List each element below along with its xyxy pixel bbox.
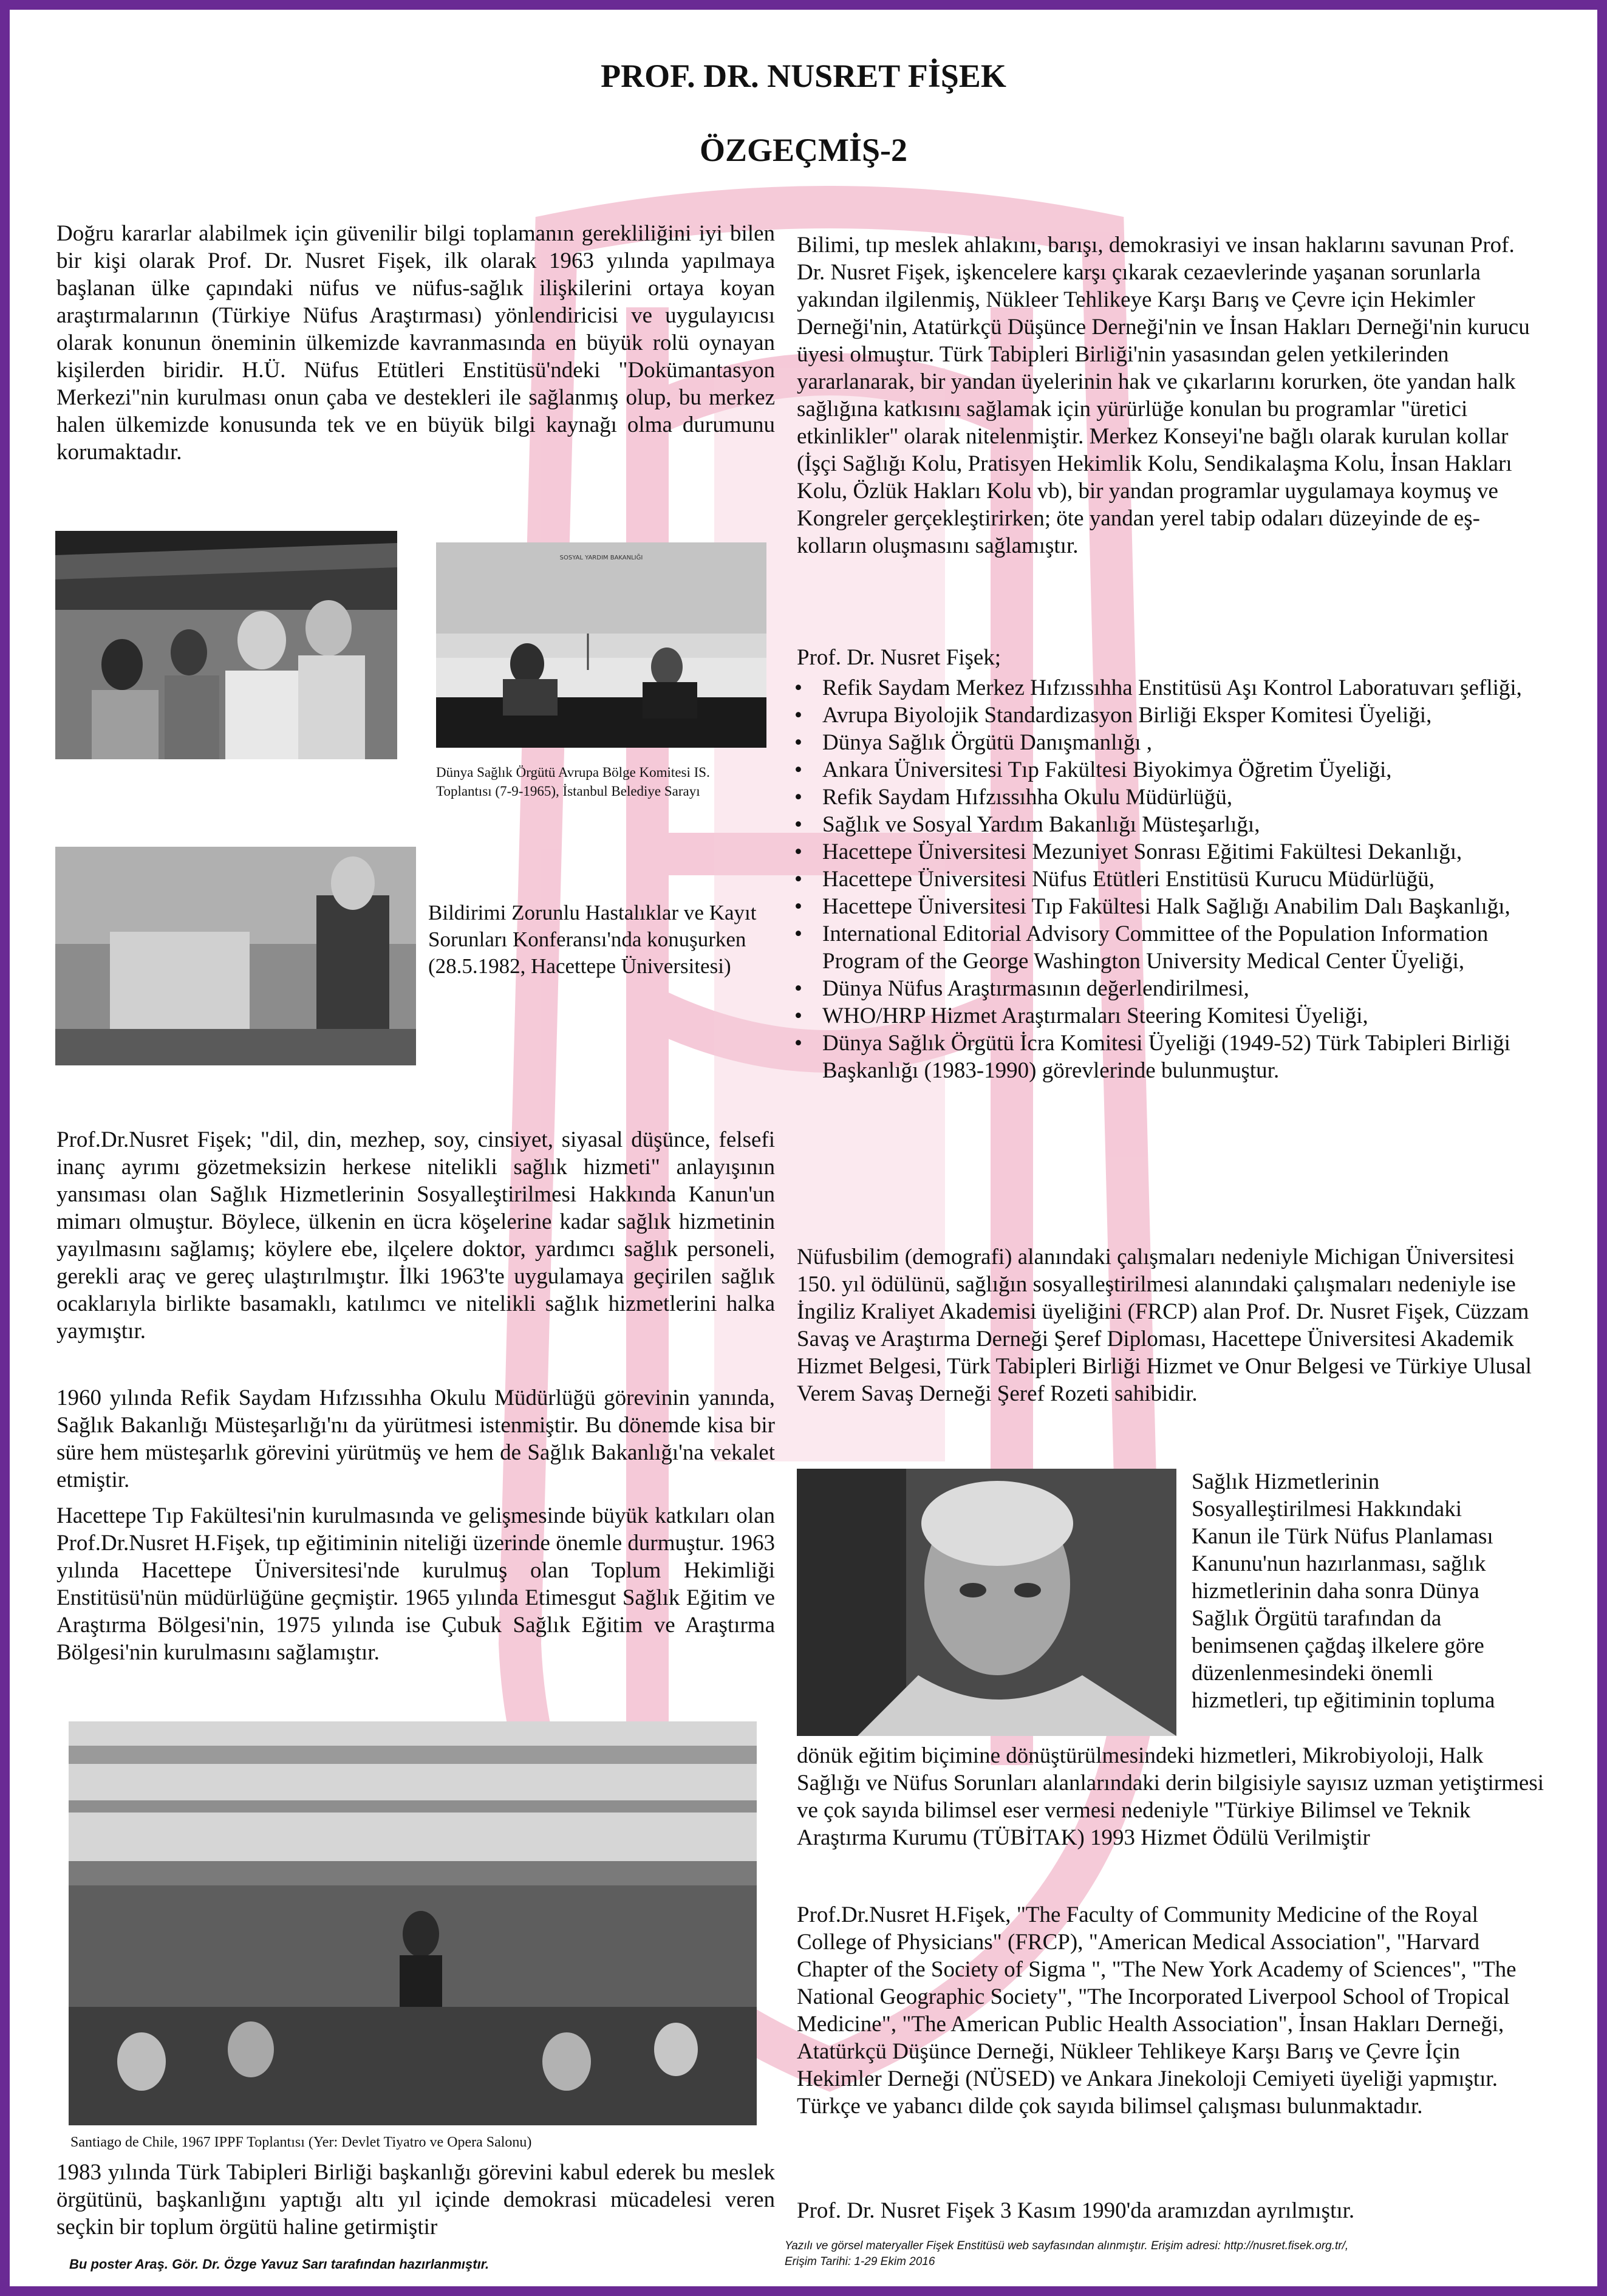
bullet-icon: • bbox=[794, 812, 802, 837]
role-item bbox=[793, 866, 1549, 893]
paragraph-health-law: Prof.Dr.Nusret Fişek; "dil, din, mezhep, soy, cinsiyet, siyasal düşünce, felsefi inanç ayrımı gözetmeksizin herkese nitelikli sağlık hizmeti" anlayışının yansıması olan Sağlık Hizmetlerinin Sosyalleştirilmesi Hakkında Kanun'un mimarı olmuştur. Böylece, ülkenin en ücra köşelerine kadar sağlık hizmetinin yayılmasını sağlamış; köylere ebe, ilçelere doktor, yardımcı sağlık personeli, gerekli araç ve gereç ulaştırılmıştır. İlki 1963'te uygulamaya geçirilen sağlık ocaklarıyla birlikte basamaklı, katılımcı ve nitelikli sağlık hizmetlerini halka yaymıştır. bbox=[56, 1127, 775, 1344]
bullet-icon: • bbox=[794, 1031, 802, 1056]
bullet-icon: • bbox=[794, 757, 802, 782]
paragraph-1960: 1960 yılında Refik Saydam Hıfzıssıhha Okulu Müdürlüğü görevinin yanında, Sağlık Bakanlığı Müsteşarlığı'nı da yürütmesi istenmiştir. Bu dönemde kisa bir süre hem müsteşarlık görevini yürütmüş ve hem de Sağlık Bakanlığı'na vekalet etmiştir. bbox=[56, 1385, 775, 1492]
role-text: Refik Saydam Merkez Hıfzıssıhha Enstitüsü Aşı Kontrol Laboratuvarı şefliği, bbox=[822, 675, 1522, 700]
role-item bbox=[793, 702, 1549, 729]
bullet-icon: • bbox=[794, 730, 802, 755]
portrait-text-line: düzenlenmesindeki önemli bbox=[1192, 1661, 1433, 1686]
portrait-text-line: Sosyalleştirilmesi Hakkındaki bbox=[1192, 1497, 1462, 1522]
portrait-side-text bbox=[1192, 1468, 1556, 1714]
paragraph-1983: 1983 yılında Türk Tabipleri Birliği başkanlığı görevini kabul ederek bu meslek örgütünü, başkanlığını yaptığı altı yıl içinde demokrasi mücadelesi veren seçkin bir toplum örgütü haline getirmiştir bbox=[56, 2160, 775, 2240]
role-text: Hacettepe Üniversitesi Mezuniyet Sonrası Eğitimi Fakültesi Dekanlığı, bbox=[822, 839, 1462, 864]
role-text: WHO/HRP Hizmet Araştırmaları Steering Komitesi Üyeliği, bbox=[822, 1003, 1368, 1028]
role-item bbox=[793, 1002, 1549, 1030]
photo-street-group bbox=[55, 531, 397, 759]
paragraph-hacettepe: Hacettepe Tıp Fakültesi'nin kurulmasında ve gelişmesinde büyük katkıları olan Prof.Dr.Nusret H.Fişek, tıp eğitiminin niteliği üzerinde önemle durmuştur. 1963 yılında Hacettepe Üniversitesi'nde kurulmuş olan Toplum Hekimliği Enstitüsü'nün müdürlüğüne geçmiştir. 1965 yılında Etimesgut Sağlık Eğitim ve Araştırma Bölgesi'nin, 1975 yılında ise Çubuk Sağlık Eğitim ve Araştırma Bölgesi'nin kurulmasını sağlamıştır. bbox=[56, 1503, 775, 1665]
bullet-icon: • bbox=[794, 867, 802, 892]
role-item bbox=[793, 729, 1549, 756]
footer-source-line1: Yazılı ve görsel materyaller Fişek Enstitüsü web sayfasından alınmıştır. Erişim adresi: http://nusret.fisek.org.tr/, bbox=[785, 2240, 1349, 2252]
role-item bbox=[793, 674, 1549, 702]
caption-who-meeting: Dünya Sağlık Örgütü Avrupa Bölge Komitesi IS. Toplantısı (7-9-1965), İstanbul Belediye Sarayı bbox=[436, 765, 710, 799]
footer-source bbox=[785, 2238, 1348, 2270]
role-item bbox=[793, 975, 1549, 1002]
photo-portrait bbox=[797, 1469, 1176, 1736]
bullet-icon: • bbox=[794, 785, 802, 810]
photo-podium-speech bbox=[55, 847, 416, 1065]
paragraph-death: Prof. Dr. Nusret Fişek 3 Kasım 1990'da aramızdan ayrılmıştır. bbox=[797, 2198, 1355, 2223]
bullet-icon: • bbox=[794, 894, 802, 919]
paragraph-memberships: Prof.Dr.Nusret H.Fişek, "The Faculty of Community Medicine of the Royal College of Physicians" (FRCP), "American Medical Association", "Harvard Chapter of the Society of Sigma ", "The New York Academy of Sciences", "The National Geographic Society", "The Incorporated Liverpool School of Tropical Medicine", "The American Public Health Association", İnsan Hakları Derneği, Atatürkçü Düşünce Derneği, Nükleer Tehlikeye Karşı Barış ve Çevre İçin Hekimler Derneği (NÜSED) ve Ankara Jinekoloji Cemiyeti üyeliği yapmıştır. Türkçe ve yabancı dilde çok sayıda bilimsel çalışması bulunmaktadır. bbox=[797, 1902, 1517, 2119]
role-text: Dünya Sağlık Örgütü İcra Komitesi Üyeliği (1949-52) Türk Tabipleri Birliği Başkanlığı (1983-1990) görevlerinde bulunmuştur. bbox=[822, 1031, 1510, 1083]
footer-source-line2: Erişim Tarihi: 1-29 Ekim 2016 bbox=[785, 2255, 935, 2268]
role-text: Dünya Nüfus Araştırmasının değerlendirilmesi, bbox=[822, 976, 1249, 1001]
role-item bbox=[793, 893, 1549, 920]
photo-sign-text: SOSYAL YARDIM BAKANLIĞI bbox=[559, 555, 643, 561]
portrait-text-line: hizmetlerinin daha sonra Dünya bbox=[1192, 1579, 1479, 1604]
page-subtitle: ÖZGEÇMİŞ-2 bbox=[699, 132, 908, 168]
roles-list-intro: Prof. Dr. Nusret Fişek; bbox=[797, 645, 1001, 670]
portrait-text-line: Kanun ile Türk Nüfus Planlaması bbox=[1192, 1524, 1493, 1549]
caption-santiago: Santiago de Chile, 1967 IPPF Toplantısı (Yer: Devlet Tiyatro ve Opera Salonu) bbox=[70, 2134, 532, 2150]
poster bbox=[10, 10, 1597, 2286]
role-text: International Editorial Advisory Committee of the Population Information Program of the George Washington University Medical Center Üyeliği, bbox=[822, 921, 1489, 974]
role-text: Hacettepe Üniversitesi Nüfus Etütleri Enstitüsü Kurucu Müdürlüğü, bbox=[822, 867, 1435, 892]
bullet-icon: • bbox=[794, 703, 802, 728]
portrait-text-line: benimsenen çağdaş ilkelere göre bbox=[1192, 1633, 1484, 1658]
photo-who-meeting bbox=[436, 542, 766, 748]
paragraph-ttb-activities: Bilimi, tıp meslek ahlakını, barışı, demokrasiyi ve insan haklarını savunan Prof. Dr. Nusret Fişek, işkencelere karşı çıkarak cezaevlerinde yaşanan sorunlarla yakından ilgilenmiş, Nükleer Tehlikeye Karşı Barış ve Çevre için Hekimler Derneği'nin, Atatürkçü Düşünce Derneği'nin ve İnsan Hakları Derneği'nin kurucu üyesi olmuştur. Türk Tabipleri Birliği'nin yasasından gelen yetkilerinden yararlanarak, bir yandan üyelerinin hak ve çıkarlarını korurken, öte yandan halk sağlığına katkısını sağlamak için yürürlüğe konulan bu programlar "üretici etkinlikler" olarak nitelenmiştir. Merkez Konseyi'ne bağlı olarak kurulan kollar (İşçi Sağlığı Kolu, Pratisyen Hekimlik Kolu, Sendikalaşma Kolu, İnsan Hakları Kolu, Özlük Hakları Kolu vb), bir yandan programlar uygulamaya koymuş ve Kongreler gerçekleştirirken; öte yandan yerel tabip odaları düzeyinde de eş-kolların oluşmasını sağlamıştır. bbox=[797, 233, 1530, 558]
role-item bbox=[793, 920, 1549, 975]
role-text: Ankara Üniversitesi Tıp Fakültesi Biyokimya Öğretim Üyeliği, bbox=[822, 757, 1392, 782]
role-item bbox=[793, 838, 1549, 866]
caption-conference: Bildirimi Zorunlu Hastalıklar ve Kayıt Sorunları Konferansı'nda konuşurken (28.5.1982, Hacettepe Üniversitesi) bbox=[428, 901, 757, 978]
role-item bbox=[793, 756, 1549, 784]
bullet-icon: • bbox=[794, 1003, 802, 1028]
bullet-icon: • bbox=[794, 839, 802, 864]
portrait-text-line: Sağlık Örgütü tarafından da bbox=[1192, 1606, 1442, 1631]
role-text: Sağlık ve Sosyal Yardım Bakanlığı Müsteşarlığı, bbox=[822, 812, 1260, 837]
role-item bbox=[793, 784, 1549, 811]
bullet-icon: • bbox=[794, 675, 802, 700]
portrait-text-line: Kanunu'nun hazırlanması, sağlık bbox=[1192, 1551, 1486, 1576]
roles-list bbox=[793, 674, 1549, 1084]
role-text: Dünya Sağlık Örgütü Danışmanlığı , bbox=[822, 730, 1152, 755]
paragraph-tubitak: dönük eğitim biçimine dönüştürülmesindeki hizmetleri, Mikrobiyoloji, Halk Sağlığı ve Nüfus Sorunları alanlarındaki derin bilgisiyle sayısız uzman yetiştirmesi ve çok sayıda bilimsel eser vermesi nedeniyle "Türkiye Bilimsel ve Teknik Araştırma Kurumu (TÜBİTAK) 1993 Hizmet Ödülü Verilmiştir bbox=[797, 1743, 1544, 1850]
bullet-icon: • bbox=[794, 921, 802, 946]
portrait-text-line: Sağlık Hizmetlerinin bbox=[1192, 1469, 1380, 1494]
portrait-text-line: hizmetleri, tıp eğitiminin topluma bbox=[1192, 1688, 1495, 1713]
paragraph-awards: Nüfusbilim (demografi) alanındaki çalışmaları nedeniyle Michigan Üniversitesi 150. yıl ödülünü, sağlığın sosyalleştirilmesi alanındaki çalışmaları nedeniyle ise İngiliz Kraliyet Akademisi üyeliğini (FRCP) alan Prof. Dr. Nusret Fişek, Cüzzam Savaş ve Araştırma Derneği Şeref Diploması, Hacettepe Üniversitesi Akademik Hizmet Belgesi, Türk Tabipleri Birliği Hizmet ve Onur Belgesi ve Türkiye Ulusal Verem Savaş Derneği Şeref Rozeti sahibidir. bbox=[797, 1245, 1532, 1406]
role-item bbox=[793, 811, 1549, 838]
page-title: PROF. DR. NUSRET FİŞEK bbox=[601, 58, 1006, 94]
bullet-icon: • bbox=[794, 976, 802, 1001]
role-text: Avrupa Biyolojik Standardizasyon Birliği Eksper Komitesi Üyeliği, bbox=[822, 703, 1432, 728]
intro-paragraph: Doğru kararlar alabilmek için güvenilir bilgi toplamanın gerekliliğini iyi bilen bir kişi olarak Prof. Dr. Nusret Fişek, ilk olarak 1963 yılında yapılmaya başlanan ülke çapındaki nüfus ve nüfus-sağlık ilişkilerini ortaya koyan araştırmalarının (Türkiye Nüfus Araştırması) yönlendiricisi ve uygulayıcısı olarak konunun öneminin ülkemizde kavranmasında en büyük rolü oynayan kişilerden biridir. H.Ü. Nüfus Etütleri Enstitüsü'ndeki "Dokümantasyon Merkezi"nin kurulması onun çaba ve destekleri ile sağlanmış olup, bu merkez halen ülkemizde konusunda tek ve en büyük bilgi kaynağı olma durumunu korumaktadır. bbox=[56, 221, 775, 465]
photo-santiago-ippf bbox=[69, 1721, 757, 2125]
role-text: Refik Saydam Hıfzıssıhha Okulu Müdürlüğü, bbox=[822, 785, 1233, 810]
footer-credit: Bu poster Araş. Gör. Dr. Özge Yavuz Sarı tarafından hazırlanmıştır. bbox=[69, 2257, 490, 2272]
role-text: Hacettepe Üniversitesi Tıp Fakültesi Halk Sağlığı Anabilim Dalı Başkanlığı, bbox=[822, 894, 1510, 919]
role-item bbox=[793, 1030, 1549, 1084]
